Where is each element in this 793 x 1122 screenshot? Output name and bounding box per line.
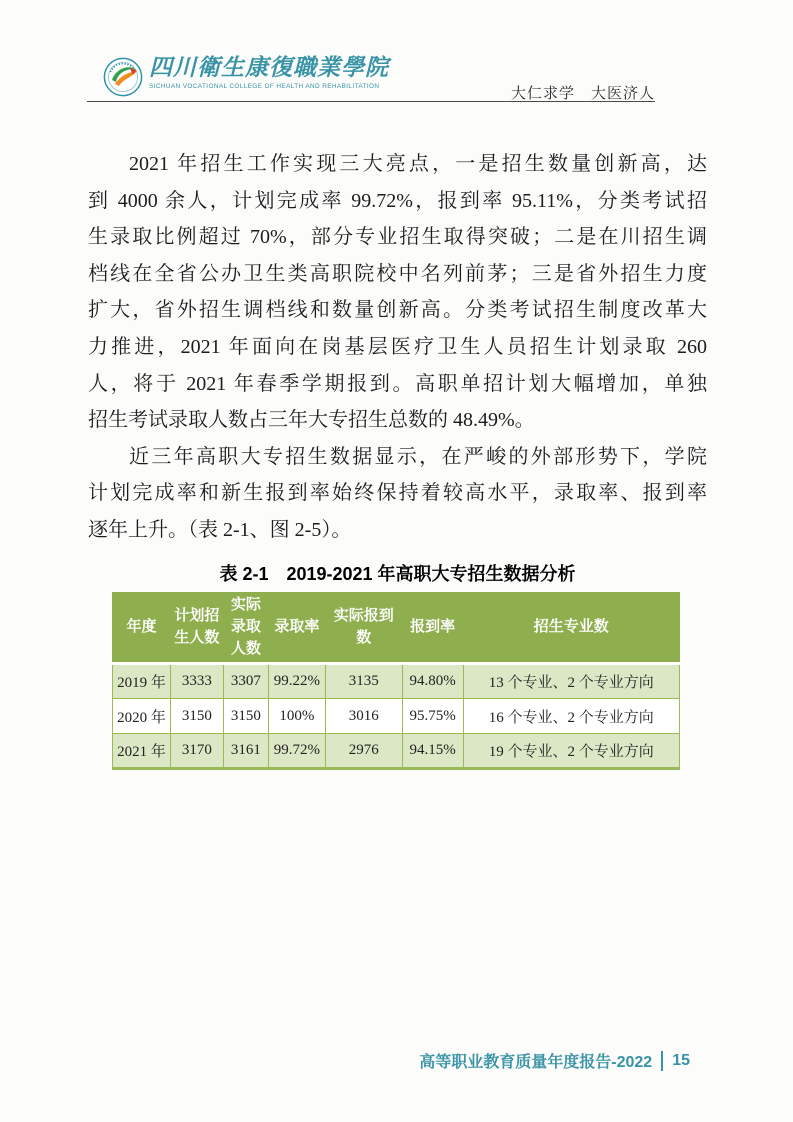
table-header-cell: 计划招生人数 [170, 593, 223, 664]
paragraph-line: 力推进，2021 年面向在岗基层医疗卫生人员招生计划录取 260 [88, 335, 707, 358]
table-cell: 19 个专业、2 个专业方向 [463, 734, 679, 769]
paragraph-line: 2021 年招生工作实现三大亮点，一是招生数量创新高，达 [129, 153, 707, 175]
table-cell: 99.72% [268, 734, 325, 769]
table-cell: 3333 [170, 664, 223, 699]
table-cell: 3150 [223, 699, 268, 734]
footer-report-title: 高等职业教育质量年度报告-2022 [419, 1054, 653, 1071]
enrollment-data-table [112, 592, 680, 770]
table-title: 表 2-1 2019-2021 年高职大专招生数据分析 [219, 564, 576, 584]
table-cell: 2020 年 [113, 699, 171, 734]
paragraph-line: 档线在全省公办卫生类高职院校中名列前茅；三是省外招生力度 [88, 262, 707, 285]
table-cell: 3016 [325, 699, 402, 734]
table-row [113, 664, 680, 699]
table-cell: 94.15% [402, 734, 463, 769]
table-cell: 2976 [325, 734, 402, 769]
table-cell: 94.80% [402, 664, 463, 699]
paragraph-line: 到 4000 余人，计划完成率 99.72%，报到率 95.11%，分类考试招 [88, 189, 707, 212]
table-cell: 2021 年 [113, 734, 171, 769]
table-cell: 99.22% [268, 664, 325, 699]
paragraph-line: 逐年上升。（表 2-1、图 2-5）。 [88, 518, 352, 541]
table-cell: 13 个专业、2 个专业方向 [463, 664, 679, 699]
paragraph-line: 人，将于 2021 年春季学期报到。高职单招计划大幅增加，单独 [88, 372, 707, 395]
table-cell: 16 个专业、2 个专业方向 [463, 699, 679, 734]
table-cell: 3161 [223, 734, 268, 769]
footer-page-number: 15 [672, 1051, 690, 1069]
college-motto: 大仁求学 大医济人 [510, 85, 655, 102]
table-cell: 3170 [170, 734, 223, 769]
table-cell: 3150 [170, 699, 223, 734]
paragraph-line: 生录取比例超过 70%，部分专业招生取得突破；二是在川招生调 [88, 226, 707, 249]
table-cell: 3135 [325, 664, 402, 699]
college-name-en: SICHUAN VOCATIONAL COLLEGE OF HEALTH AND REHABILITATION [149, 83, 380, 90]
paragraph-line: 近三年高职大专招生数据显示，在严峻的外部形势下，学院 [129, 445, 707, 468]
college-emblem-icon [103, 57, 143, 97]
table-header-row [113, 593, 680, 664]
table-header-cell: 实际报到数 [325, 593, 402, 664]
table-cell: 2019 年 [113, 664, 171, 699]
table-header-cell: 实际录取人数 [223, 593, 268, 664]
table-cell: 100% [268, 699, 325, 734]
college-name-zh: 四川衛生康復職業學院 [149, 55, 389, 80]
table-cell: 95.75% [402, 699, 463, 734]
body-text [88, 146, 707, 549]
header-divider [87, 101, 655, 102]
table-header-cell: 年度 [113, 593, 171, 664]
table-header [113, 593, 680, 664]
table-header-cell: 录取率 [268, 593, 325, 664]
footer-divider [661, 1051, 663, 1071]
paragraph-line: 计划完成率和新生报到率始终保持着较高水平，录取率、报到率 [88, 482, 707, 505]
table-row [113, 699, 680, 734]
paragraph-line: 扩大，省外招生调档线和数量创新高。分类考试招生制度改革大 [88, 299, 707, 322]
college-logo [103, 55, 389, 97]
table-row [113, 734, 680, 769]
paragraph-line: 招生考试录取人数占三年大专招生总数的 48.49%。 [88, 409, 535, 432]
page-footer [419, 1049, 690, 1072]
table-header-cell: 报到率 [402, 593, 463, 664]
college-names [149, 55, 389, 90]
table-cell: 3307 [223, 664, 268, 699]
table-header-cell: 招生专业数 [463, 593, 679, 664]
